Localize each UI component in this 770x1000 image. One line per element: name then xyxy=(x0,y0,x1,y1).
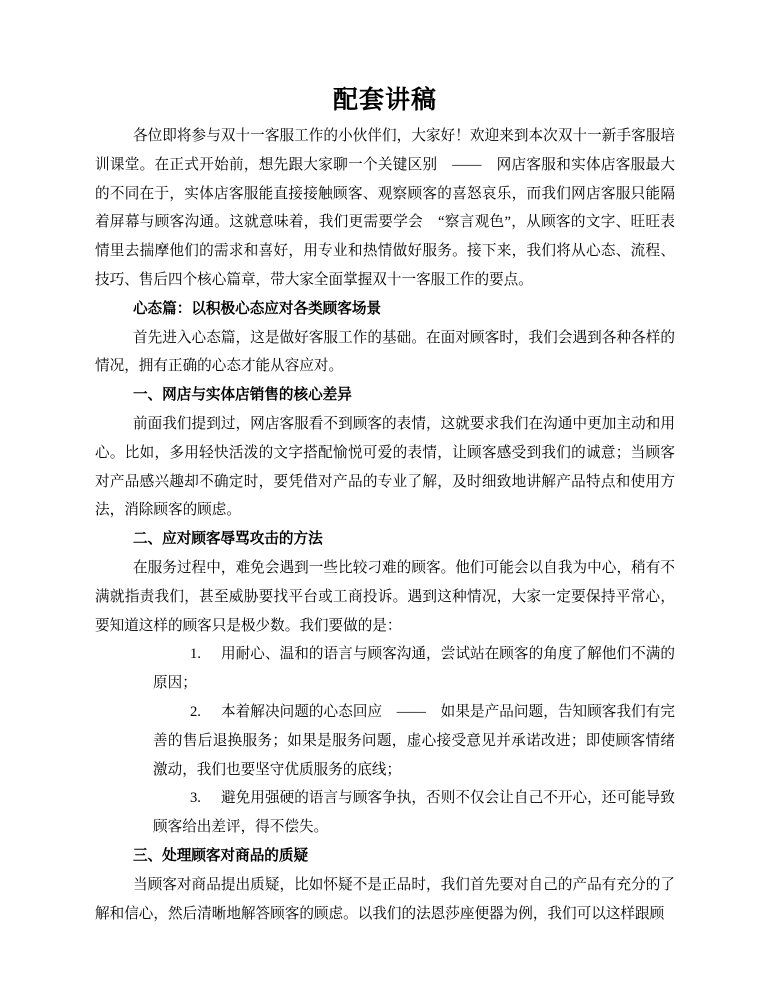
body-paragraph: 各位即将参与双十一客服工作的小伙伴们，大家好！欢迎来到本次双十一新手客服培训课堂。在正式开始前，想先跟大家聊一个关键区别 —— 网店客服和实体店客服最大的不同在于，实体店客服能直接接触顾客、观察顾客的喜怒哀乐，而我们网店客服只能隔着屏幕与顾客沟通。这就意味着，我们更需要学会 “察言观色”，从顾客的文字、旺旺表情里去揣摩他们的需求和喜好，用专业和热情做好服务。接下来，我们将从心态、流程、技巧、售后四个核心篇章，带大家全面掌握双十一客服工作的要点。 xyxy=(95,128,675,288)
body-paragraph: 在服务过程中，难免会遇到一些比较刁难的顾客。他们可能会以自我为中心，稍有不满就指责我们，甚至威胁要找平台或工商投诉。遇到这种情况，大家一定要保持平常心，要知道这样的顾客只是极少数。我们要做的是： xyxy=(95,559,675,634)
list-item-text: 本着解决问题的心态回应 —— 如果是产品问题，告知顾客我们有完善的售后退换服务；如果是服务问题，虚心接受意见并承诺改进；即使顾客情绪激动，我们也要坚守优质服务的底线； xyxy=(153,703,675,778)
list-item xyxy=(153,698,675,784)
document-body xyxy=(95,122,675,928)
section-heading: 一、网店与实体店销售的核心差异 xyxy=(132,387,352,404)
list-item-number: 1. xyxy=(190,646,201,663)
section-heading: 二、应对顾客辱骂攻击的方法 xyxy=(132,531,323,548)
document-title: 配套讲稿 xyxy=(332,87,437,114)
body-paragraph: 前面我们提到过，网店客服看不到顾客的表情，这就要求我们在沟通中更加主动和用心。比如，多用轻快活泼的文字搭配愉悦可爱的表情，让顾客感受到我们的诚意；当顾客对产品感兴趣却不确定时，要凭借对产品的专业了解，及时细致地讲解产品特点和使用方法，消除顾客的顾虑。 xyxy=(95,415,675,519)
section-heading: 三、处理顾客对商品的质疑 xyxy=(132,847,309,864)
body-paragraph: 首先进入心态篇，这是做好客服工作的基础。在面对顾客时，我们会遇到各种各样的情况，拥有正确的心态才能从容应对。 xyxy=(95,329,675,375)
list-item-text: 用耐心、温和的语言与顾客沟通，尝试站在顾客的角度了解他们不满的原因； xyxy=(153,646,675,692)
list-item-number: 3. xyxy=(190,790,201,807)
section-heading: 心态篇：以积极心态应对各类顾客场景 xyxy=(132,300,382,317)
body-paragraph: 当顾客对商品提出质疑，比如怀疑不是正品时，我们首先要对自己的产品有充分的了解和信心，然后清晰地解答顾客的顾虑。以我们的法恩莎座便器为例，我们可以这样跟顾 xyxy=(95,876,675,922)
list-item xyxy=(153,784,675,842)
list-item xyxy=(153,640,675,698)
list-item-number: 2. xyxy=(190,703,201,720)
list-item-text: 避免用强硬的语言与顾客争执，否则不仅会让自己不开心，还可能导致顾客给出差评，得不偿失。 xyxy=(153,790,675,836)
